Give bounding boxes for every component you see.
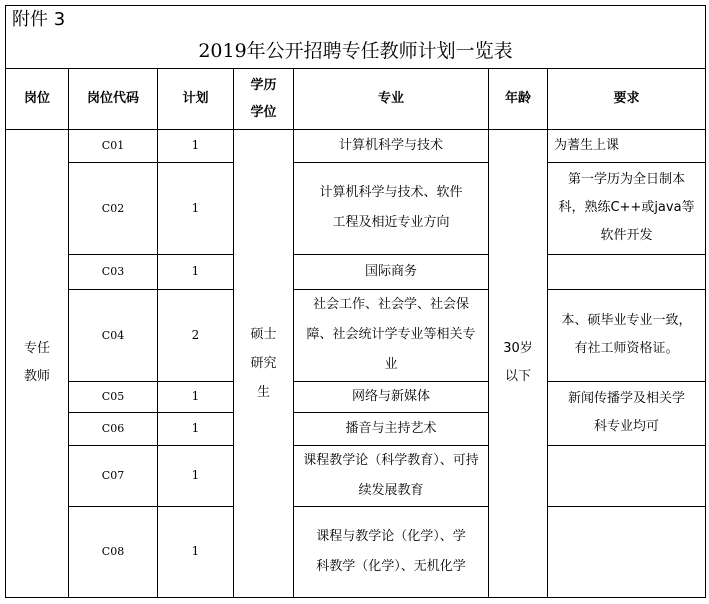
- major-cell: 播音与主持艺术: [294, 412, 489, 445]
- post-code: C08: [69, 506, 158, 597]
- major-cell: 社会工作、社会学、社会保障、社会统计学专业等相关专业: [294, 289, 489, 381]
- plan-count: 2: [158, 289, 234, 381]
- header-post: 岗位: [6, 68, 69, 129]
- post-code: C06: [69, 412, 158, 445]
- header-requirements: 要求: [548, 68, 706, 129]
- post-code: C02: [69, 162, 158, 254]
- recruitment-plan-table: [5, 5, 706, 598]
- header-major: 专业: [294, 68, 489, 129]
- table-row: [6, 129, 706, 162]
- header-post-code: 岗位代码: [69, 68, 158, 129]
- requirement-cell: 本、硕毕业专业一致，有社工师资格证。: [548, 289, 706, 381]
- age-cell: 30岁以下: [489, 129, 548, 597]
- post-code: C04: [69, 289, 158, 381]
- major-cell: 计算机科学与技术: [294, 129, 489, 162]
- plan-count: 1: [158, 445, 234, 506]
- attachment-label: 附件 3: [6, 6, 706, 35]
- requirement-cell: [548, 445, 706, 506]
- requirement-cell: 为蓍生上课: [548, 129, 706, 162]
- plan-count: 1: [158, 412, 234, 445]
- header-plan: 计划: [158, 68, 234, 129]
- requirement-cell: [548, 506, 706, 597]
- requirement-cell: 第一学历为全日制本科，熟练C++或java等软件开发: [548, 162, 706, 254]
- requirement-cell: [548, 254, 706, 289]
- major-cell: 课程与教学论（化学）、学科教学（化学）、无机化学: [294, 506, 489, 597]
- major-cell: 网络与新媒体: [294, 381, 489, 412]
- plan-count: 1: [158, 254, 234, 289]
- header-row: [6, 68, 706, 129]
- table-title: 2019年公开招聘专任教师计划一览表: [6, 34, 706, 68]
- plan-count: 1: [158, 381, 234, 412]
- major-cell: 课程教学论（科学教育）、可持续发展教育: [294, 445, 489, 506]
- table-row: [6, 445, 706, 506]
- post-code: C03: [69, 254, 158, 289]
- table-row: [6, 506, 706, 597]
- table-row: [6, 289, 706, 381]
- header-age: 年龄: [489, 68, 548, 129]
- requirement-cell: 新闻传播学及相关学科专业均可: [548, 381, 706, 445]
- post-code: C01: [69, 129, 158, 162]
- table-row: [6, 254, 706, 289]
- major-cell: 计算机科学与技术、软件工程及相近专业方向: [294, 162, 489, 254]
- post-code: C07: [69, 445, 158, 506]
- plan-count: 1: [158, 129, 234, 162]
- plan-count: 1: [158, 506, 234, 597]
- education-cell: 硕士研究生: [234, 129, 294, 597]
- major-cell: 国际商务: [294, 254, 489, 289]
- plan-count: 1: [158, 162, 234, 254]
- post-code: C05: [69, 381, 158, 412]
- table-row: [6, 162, 706, 254]
- table-row: [6, 381, 706, 412]
- post-cell: 专任教师: [6, 129, 69, 597]
- header-education: 学历学位: [234, 68, 294, 129]
